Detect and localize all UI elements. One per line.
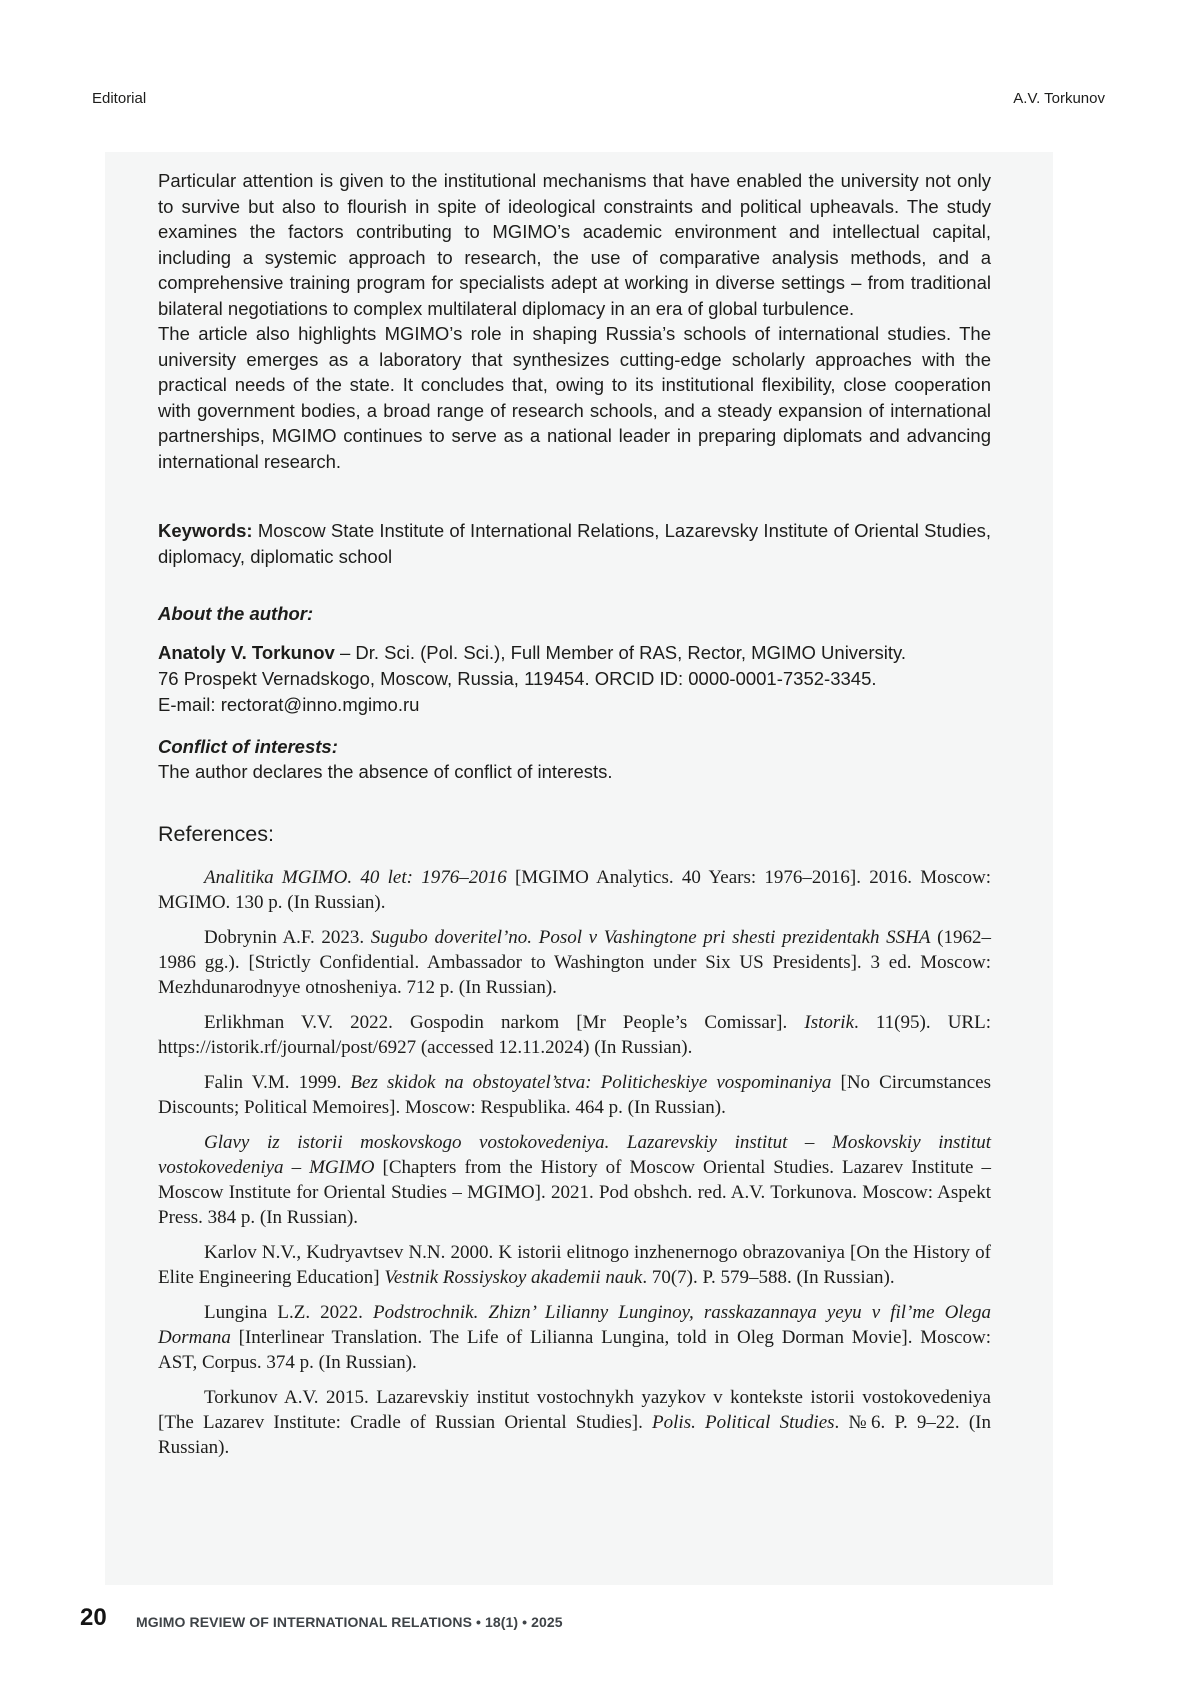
reference-text: Falin V.M. 1999. — [204, 1071, 351, 1093]
reference-text: [No Circumstances Discounts; Political Memoires]. Moscow: Respublika. 464 p. (In Russian). — [158, 1071, 991, 1118]
reference-entry — [158, 1070, 991, 1120]
reference-text: Karlov N.V., Kudryavtsev N.N. 2000. K istorii elitnogo inzhenernogo obrazovaniya [On the History of Elite Engineering Education] — [158, 1241, 991, 1288]
reference-title-italic: Vestnik Rossiyskoy akademii nauk — [384, 1266, 643, 1288]
reference-title-italic: Glavy iz istorii moskovskogo vostokovedeniya. Lazarevskiy institut – Moskovskiy institut vostokovedeniya – MGIMO — [158, 1131, 991, 1178]
keywords-text: Moscow State Institute of International Relations, Lazarevsky Institute of Oriental Studies, diplomacy, diplomatic school — [158, 520, 991, 567]
references-list — [158, 865, 991, 1460]
reference-text: (1962–1986 gg.). [Strictly Confidential. Ambassador to Washington under Six US Presidents]. 3 ed. Moscow: Mezhdunarodnyye otnosheniya. 712 p. (In Russian). — [158, 926, 991, 998]
author-name: Anatoly V. Torkunov — [158, 641, 335, 663]
author-email: E-mail: rectorat@inno.mgimo.ru — [158, 693, 420, 715]
running-head-author: A.V. Torkunov — [1013, 90, 1105, 107]
abstract-paragraph: Particular attention is given to the institutional mechanisms that have enabled the university not only to survive but also to flourish in spite of ideological constraints and political upheavals. The study examines the factors contributing to MGIMO’s academic environment and intellectual capital, including a systemic approach to research, the use of comparative analysis methods, and a comprehensive training program for specialists adept at working in diverse settings – from traditional bilateral negotiations to complex multilateral diplomacy in an era of global turbulence. — [158, 170, 991, 319]
reference-text: Torkunov A.V. 2015. Lazarevskiy institut vostochnykh yazykov v kontekste istorii vostokovedeniya [The Lazarev Institute: Cradle of Russian Oriental Studies]. — [158, 1386, 991, 1433]
reference-entry — [158, 1240, 991, 1290]
running-head-section: Editorial — [92, 90, 147, 107]
reference-entry — [158, 1010, 991, 1060]
conflict-of-interests-heading: Conflict of interests: — [158, 735, 338, 757]
reference-text: [Interlinear Translation. The Life of Lilianna Lungina, told in Oleg Dorman Movie]. Moscow: AST, Corpus. 374 p. (In Russian). — [158, 1326, 991, 1373]
reference-title-italic: Bez skidok na obstoyatel’stva: Politicheskiye vospominaniya — [350, 1071, 832, 1093]
abstract-paragraph: The article also highlights MGIMO’s role in shaping Russia’s schools of international studies. The university emerges as a laboratory that synthesizes cutting-edge scholarly approaches with the practical needs of the state. It concludes that, owing to its institutional flexibility, close cooperation with government bodies, a broad range of research schools, and a steady expansion of international partnerships, MGIMO continues to serve as a national leader in preparing diplomats and advancing international research. — [158, 323, 991, 472]
references-heading: References: — [158, 821, 274, 846]
reference-entry — [158, 925, 991, 1000]
author-info-block — [158, 640, 991, 718]
about-author-heading: About the author: — [158, 603, 314, 624]
reference-title-italic: Polis. Political Studies — [652, 1411, 835, 1433]
reference-entry — [158, 1300, 991, 1375]
author-address: 76 Prospekt Vernadskogo, Moscow, Russia, 119454. ORCID ID: 0000-0001-7352-3345. — [158, 667, 877, 689]
keywords-label: Keywords: — [158, 520, 253, 541]
reference-text: Lungina L.Z. 2022. — [204, 1301, 373, 1323]
reference-entry — [158, 1130, 991, 1230]
reference-text: . 70(7). P. 579–588. (In Russian). — [642, 1266, 895, 1288]
conflict-of-interests-text: The author declares the absence of conflict of interests. — [158, 761, 613, 782]
reference-title-italic: Analitika MGIMO. 40 let: 1976–2016 — [204, 866, 507, 888]
reference-entry — [158, 1385, 991, 1460]
author-degrees: – Dr. Sci. (Pol. Sci.), Full Member of RAS, Rector, MGIMO University. — [334, 641, 907, 663]
reference-text: [MGIMO Analytics. 40 Years: 1976–2016]. 2016. Moscow: MGIMO. 130 p. (In Russian). — [158, 866, 991, 913]
reference-text: Dobrynin A.F. 2023. — [204, 926, 371, 948]
reference-text: . 11(95). URL: https://istorik.rf/journal/post/6927 (accessed 12.11.2024) (In Russian). — [158, 1011, 991, 1058]
reference-text: Erlikhman V.V. 2022. Gospodin narkom [Mr People’s Comissar]. — [204, 1011, 805, 1033]
reference-title-italic: Sugubo doveritel’no. Posol v Vashingtone pri shesti prezidentakh SSHA — [370, 926, 931, 948]
reference-text: . №6. P. 9–22. (In Russian). — [158, 1411, 991, 1458]
reference-entry — [158, 865, 991, 915]
reference-title-italic: Istorik — [804, 1011, 854, 1033]
article-content-panel — [105, 152, 1053, 1585]
page-header — [92, 90, 1105, 108]
keywords-block — [158, 518, 991, 569]
journal-footer-line: MGIMO REVIEW OF INTERNATIONAL RELATIONS • 18(1) • 2025 — [136, 1614, 563, 1630]
reference-text: [Chapters from the History of Moscow Oriental Studies. Lazarev Institute – Moscow Institute for Oriental Studies – MGIMO]. 2021. Pod obshch. red. A.V. Torkunova. Moscow: Aspekt Press. 384 p. (In Russian). — [158, 1156, 991, 1228]
page-number: 20 — [80, 1604, 107, 1631]
reference-title-italic: Podstrochnik. Zhizn’ Lilianny Lunginoy, rasskazannaya yeyu v fil’me Olega Dormana — [158, 1301, 992, 1348]
